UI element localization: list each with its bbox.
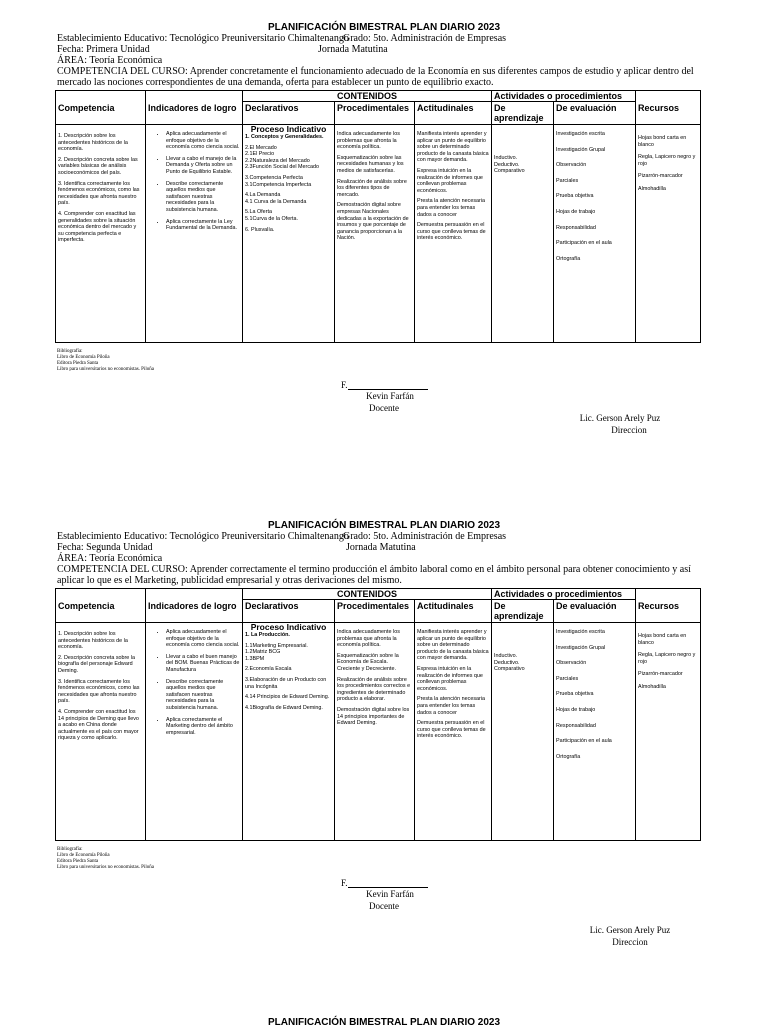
recurso-item: Regla, Lapicero negro y rojo — [638, 154, 696, 167]
plan-table — [55, 90, 701, 343]
director-name: Lic. Gerson Arely Puz — [589, 925, 671, 935]
procedimental-item: Demostración digital sobre empresas Nacionales dedicadas a la exportación de insumos y que porcentaje de ganancia proporcionan a la Nación. — [337, 202, 409, 242]
contenidos-header: CONTENIDOS — [243, 589, 492, 600]
indicadores-cell — [146, 623, 243, 841]
evaluacion-item: Investigación Grupal — [556, 146, 606, 153]
declarativo-heading: 1. Conceptos y Generalidades. — [245, 134, 324, 140]
aprendizaje-header: De aprendizaje — [492, 600, 554, 623]
competencias-cell — [56, 623, 146, 841]
procedimentales-header: Procedimentales — [335, 102, 415, 125]
plan-section-2 — [0, 498, 768, 978]
actitudinal-item: Presta la atención necesaria para entender los temas dados a conocer — [417, 198, 486, 218]
indicadores-header: Indicadores de logro — [146, 91, 243, 125]
competencia-item: 2. Descripción concreta sobre la biografía del personaje Edward Deming. — [58, 654, 136, 674]
contenidos-header: CONTENIDOS — [243, 91, 492, 102]
indicador-item: • Aplica correctamente la Ley Fundamental de la Demanda. — [166, 219, 240, 232]
evaluacion-item: Ortografía — [556, 255, 581, 262]
plan-section-1 — [0, 0, 768, 480]
bibliografia-line: Editora Piedra Santa — [57, 859, 99, 864]
declarativos-cell — [243, 125, 335, 343]
recurso-item: Almohadilla — [638, 683, 666, 690]
evaluacion-header: De evaluación — [554, 600, 636, 623]
firma-line — [348, 879, 428, 888]
docente-name: Kevin Farfán — [366, 889, 414, 899]
competencia-item: 3. Identifica correctamente los fenómenos económicos, como las necesidades que afronta nuestro país. — [58, 180, 140, 207]
procedimental-item: Realización de análisis sobre los diferentes tipos de mercado. — [337, 178, 407, 198]
proceso-indicativo: Proceso Indicativo — [250, 124, 327, 134]
declarativo-item: 2.El Mercado 2.1El Precio 2.2Naturaleza del Mercado 2.3Función Social del Mercado — [245, 144, 320, 171]
evaluacion-item: Investigación escrita — [556, 131, 605, 137]
procedimental-item: Esquematización sobre la Economía de Escala. Creciente y Decreciente. — [337, 652, 399, 672]
evaluacion-item: Observación — [556, 660, 587, 667]
bibliografia — [57, 349, 154, 373]
evaluacion-item: Responsabilidad — [556, 224, 596, 231]
grado: Grado: 5to. Administración de Empresas — [343, 531, 507, 542]
establecimiento: Establecimiento Educativo: Tecnológico Preuniversitario Chimaltenango — [57, 531, 349, 542]
docente-name: Kevin Farfán — [366, 391, 414, 401]
evaluacion-item: Hojas de trabajo — [556, 706, 596, 713]
declarativo-item: 5.La Oferta 5.1Curva de la Oferta. — [245, 209, 299, 222]
recursos-header: Recursos — [636, 91, 701, 125]
competencias-cell — [56, 125, 146, 343]
actitudinal-item: Manifiesta interés aprender y aplicar un punto de equilibrio sobre un determinado producto de la canasta básica con mayor demanda. — [417, 629, 489, 662]
declarativos-header: Declarativos — [243, 102, 335, 125]
procedimentales-cell — [335, 623, 415, 841]
bibliografia-line: Libro de Economía Piloña — [57, 853, 110, 858]
director-role: Direccion — [611, 425, 647, 435]
competencia-del-curso: COMPETENCIA DEL CURSO: Aprender concretamente el funcionamiento adecuado de la Economía en sus diferentes campos de estudio y aplicar dentro del mercado las nociones correspondientes de una demanda, oferta para establecer un punto de equilibrio exacto. — [57, 66, 694, 88]
content-row — [56, 125, 701, 343]
indicador-item: • Aplica adecuadamente el enfoque objetivo de la economía como ciencia social. — [166, 629, 240, 649]
docente-role: Docente — [369, 403, 399, 413]
declarativo-item: 4.14 Principios de Edward Deming. — [245, 694, 330, 701]
competencia-item: 2. Descripción concreta sobre las variables básicas de análisis socioeconómicos del país. — [58, 156, 138, 176]
next-page-title: PLANIFICACIÓN BIMESTRAL PLAN DIARIO 2023 — [267, 1017, 501, 1028]
director-name: Lic. Gerson Arely Puz — [579, 413, 661, 423]
recursos-cell — [636, 623, 701, 841]
docente-role: Docente — [369, 901, 399, 911]
actividades-header: Actividades o procedimientos — [492, 589, 636, 600]
recurso-item: Pizarrón-marcador — [638, 173, 683, 180]
competencia-item: 4. Comprender con exactitud las generalidades sobre la situación económica dentro del mercado y su competencia perfecta e imperfecta. — [58, 210, 137, 244]
bibliografia — [57, 847, 154, 871]
proceso-indicativo: Proceso Indicativo — [250, 622, 327, 632]
evaluacion-cell — [554, 125, 636, 343]
actitudinal-item: Expresa intuición en la realización de informes que conllevan problemas económicos. — [417, 167, 483, 194]
aprendizaje-header: De aprendizaje — [492, 102, 554, 125]
evaluacion-item: Prueba objetiva — [556, 193, 594, 200]
bibliografia-line: Libro para universitarios no economistas. Piloña — [57, 367, 154, 372]
indicador-item: • Aplica adecuadamente el enfoque objetivo de la economía como ciencia social. — [166, 131, 240, 151]
evaluacion-item: Hojas de trabajo — [556, 208, 596, 215]
procedimental-item: Indica adecuadamente los problemas que afronta la economía política. — [337, 629, 400, 649]
declarativos-header: Declarativos — [243, 600, 335, 623]
evaluacion-header: De evaluación — [554, 102, 636, 125]
fecha: Fecha: Segunda Unidad — [57, 542, 153, 553]
plan-title: PLANIFICACIÓN BIMESTRAL PLAN DIARIO 2023 — [267, 22, 501, 33]
indicadores-header: Indicadores de logro — [146, 589, 243, 623]
bibliografia-line: Editora Piedra Santa — [57, 361, 99, 366]
procedimental-item: Demostración digital sobre los 14 principios importantes de Edward Deming. — [337, 706, 410, 727]
actividades-header: Actividades o procedimientos — [492, 91, 636, 102]
actitudinal-item: Manifiesta interés aprender y aplicar un punto de equilibrio sobre un determinado producto de la canasta básica con mayor demanda. — [417, 131, 489, 164]
recursos-header: Recursos — [636, 589, 701, 623]
indicador-item: • Describe correctamente aquellos medios que satisfacen nuestras necesidades para la subsistencia humana. — [166, 679, 240, 712]
header-row — [56, 589, 701, 600]
actitudinal-item: Expresa intuición en la realización de informes que conllevan problemas económicos. — [417, 665, 483, 692]
bibliografia-line: Bibliografía: — [57, 349, 83, 354]
plan-title: PLANIFICACIÓN BIMESTRAL PLAN DIARIO 2023 — [267, 520, 501, 531]
recursos-cell — [636, 125, 701, 343]
procedimental-item: Indica adecuadamente los problemas que afronta la economía política. — [337, 131, 400, 151]
declarativo-item: 6. Plusvalía. — [245, 226, 275, 233]
declarativo-item: 4.La Demanda 4.1 Curva de la Demanda — [245, 192, 307, 205]
evaluacion-item: Observación — [556, 162, 587, 169]
area: ÁREA: Teoría Económica — [57, 553, 163, 564]
evaluacion-cell — [554, 623, 636, 841]
evaluacion-item: Investigación escrita — [556, 629, 605, 635]
aprendizaje-cell — [492, 125, 554, 343]
declarativo-item: 3.Competencia Perfecta 3.1Competencia Imperfecta — [245, 174, 312, 188]
indicador-item: • Describe correctamente aquellos medios que satisfacen nuestras necesidades para la subsistencia humana. — [166, 181, 240, 214]
evaluacion-item: Parciales — [556, 675, 579, 682]
fecha: Fecha: Primera Unidad — [57, 44, 150, 55]
indicadores-list — [148, 131, 240, 232]
declarativo-item: 3.Elaboración de un Producto con una Incógnita — [245, 676, 327, 690]
actitudinales-header: Actitudinales — [415, 102, 492, 125]
competencia-item: 3. Identifica correctamente los fenómenos económicos, como las necesidades que afronta nuestro país. — [58, 678, 140, 705]
indicador-item: • Llevar a cabo el buen manejo del BOM. Buenas Prácticas de Manufactura — [166, 654, 240, 674]
recurso-item: Regla, Lapicero negro y rojo — [638, 652, 696, 665]
indicadores-cell — [146, 125, 243, 343]
procedimentales-header: Procedimentales — [335, 600, 415, 623]
firma-label: F. — [341, 878, 348, 888]
evaluacion-item: Participación en el aula — [556, 738, 612, 745]
bibliografia-line: Libro para universitarios no economistas. Piloña — [57, 865, 154, 870]
content-row — [56, 623, 701, 841]
competencia-del-curso: COMPETENCIA DEL CURSO: Aprender correctamente el termino producción el ámbito laboral como en el ámbito personal para obtener conocimiento y así aplicar lo que es el Marketing, publicidad empresarial y otras derivaciones del mismo. — [57, 564, 691, 586]
actitudinales-header: Actitudinales — [415, 600, 492, 623]
procedimental-item: Esquematización sobre las necesidades humanas y los medios de satisfacerlas. — [337, 154, 404, 174]
actitudinal-item: Demuestra persuasión en el curso que conlleva temas de interés económico. — [417, 222, 486, 242]
area: ÁREA: Teoría Económica — [57, 55, 163, 66]
director-role: Direccion — [612, 937, 648, 947]
indicadores-list — [148, 629, 240, 736]
indicador-item: • Aplica correctamente el Marketing dentro del ámbito empresarial. — [166, 717, 240, 737]
recurso-item: Hojas bond carta en blanco — [638, 633, 687, 646]
procedimental-item: Realización de análisis sobre los procedimientos correctos e ingredientes de determinado producto a elaborar. — [337, 676, 411, 703]
bibliografia-line: Libro de Economía Piloña — [57, 355, 110, 360]
bibliografia-line: Bibliografía: — [57, 847, 83, 852]
aprendizaje-text: Inductivo. Deductivo. Comparativo — [494, 653, 525, 673]
jornada: Jornada Matutina — [346, 542, 416, 553]
declarativo-item: 1.1Marketing Empresarial. 1.2Matriz BCG 1.3BPM — [245, 642, 308, 662]
competencia-item: 1. Descripción sobre los antecedentes históricos de la economía. — [58, 133, 128, 153]
firma-label: F. — [341, 380, 348, 390]
jornada: Jornada Matutina — [318, 44, 388, 55]
competencia-header: Competencia — [56, 589, 146, 623]
evaluacion-item: Prueba objetiva — [556, 691, 594, 698]
evaluacion-item: Responsabilidad — [556, 722, 596, 729]
header-row — [56, 91, 701, 102]
actitudinal-item: Demuestra persuasión en el curso que conlleva temas de interés económico. — [417, 720, 486, 740]
evaluacion-item: Participación en el aula — [556, 240, 612, 247]
declarativos-cell — [243, 623, 335, 841]
aprendizaje-text: Inductivo. Deductivo. Comparativo — [494, 155, 525, 175]
firma-line — [348, 381, 428, 390]
evaluacion-item: Investigación Grupal — [556, 644, 606, 651]
actitudinales-cell — [415, 125, 492, 343]
competencia-item: 4. Comprender con exactitud los 14 principios de Deming que llevo a acabo en China donde actualmente es el país con mayor riqueza y como aplicarlo. — [58, 708, 139, 742]
indicador-item: • Llevar a cabo el manejo de la Demanda y Oferta sobre un Punto de Equilibrio Estable. — [166, 156, 240, 176]
grado: Grado: 5to. Administración de Empresas — [343, 33, 507, 44]
competencia-item: 1. Descripción sobre los antecedentes históricos de la economía. — [58, 631, 128, 651]
actitudinal-item: Presta la atención necesaria para entender los temas dados a conocer — [417, 696, 486, 716]
declarativo-heading: 1. La Producción. — [245, 632, 290, 638]
plan-table — [55, 588, 701, 841]
declarativo-item: 2.Economía Escala — [245, 666, 292, 673]
declarativo-item: 4.1Biografía de Edward Deming. — [245, 704, 323, 711]
competencia-header: Competencia — [56, 91, 146, 125]
aprendizaje-cell — [492, 623, 554, 841]
recurso-item: Pizarrón-marcador — [638, 671, 683, 678]
recurso-item: Hojas bond carta en blanco — [638, 135, 687, 148]
procedimentales-cell — [335, 125, 415, 343]
evaluacion-item: Parciales — [556, 177, 579, 184]
actitudinales-cell — [415, 623, 492, 841]
evaluacion-item: Ortografía — [556, 753, 581, 760]
establecimiento: Establecimiento Educativo: Tecnológico Preuniversitario Chimaltenango — [57, 33, 349, 44]
recurso-item: Almohadilla — [638, 185, 666, 192]
